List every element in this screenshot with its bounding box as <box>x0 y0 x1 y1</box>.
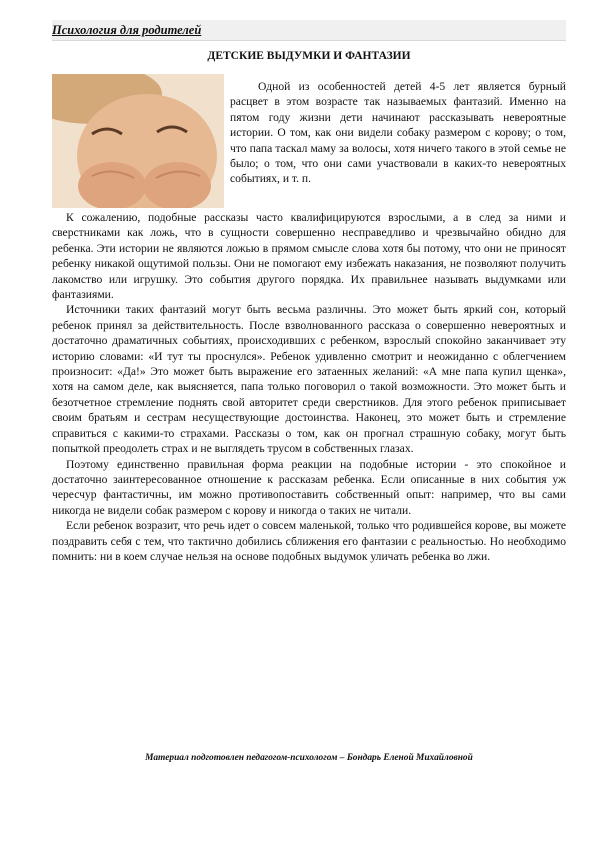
article-title: ДЕТСКИЕ ВЫДУМКИ И ФАНТАЗИИ <box>207 50 411 62</box>
paragraph-1: К сожалению, подобные рассказы часто квалифицируются взрослыми, а в след за ними и сверстниками как ложь, что в сущности совершенно несправедливо и чрезвычайно обидно для ребенка. Эти истории не являются ложью в прямом смысле слова хотя бы потому, что они не приносят ребенку никакой ощутимой пользы. Они не помогают ему избежать наказания, не позволяют получить лакомство или игрушку. Это события другого порядка. Их правильнее называть выдумками или фантазиями. <box>52 211 566 302</box>
author-credit: Материал подготовлен педагогом-психологом – Бондарь Еленой Михайловной <box>145 753 473 763</box>
paragraph-3: Поэтому единственно правильная форма реакции на подобные истории - это спокойное и достаточно заинтересованное отношение к рассказам ребенка. Если описанные в них события уж чересчур фантастичны, им можно противопоставить собственный опыт: например, что вы сами никогда не видели собак размером с корову и никогда о таких не читали. <box>52 457 566 517</box>
intro-paragraph: Одной из особенностей детей 4-5 лет является бурный расцвет в этом возрасте так называемых фантазий. Именно на пятом году жизни дети начинают рассказывать невероятные истории. О том, как они видели собаку размером с корову; о том, что папа таскал маму за волосы, хотя ничего такого в этой семье не было; о том, что они сами участвовали в каких-то невероятных событиях, и т. п. <box>230 80 566 186</box>
page-header <box>52 20 566 41</box>
paragraph-4: Если ребенок возразит, что речь идет о совсем маленькой, только что родившейся корове, вы можете поздравить себя с тем, что тактично добились сближения его фантазии с реальностью. Но необходимо помнить: ни в коем случае нельзя на основе подобных выдумок уличать ребенка во лжи. <box>52 519 566 563</box>
article-body <box>52 210 566 564</box>
paragraph-2: Источники таких фантазий могут быть весьма различны. Это может быть яркий сон, который ребенок принял за действительность. После взволнованного рассказа о совершенно невероятных и достаточно драматичных событиях, происходивших с ребенком, взрослый спокойно заканчивает эту историю словами: «И тут ты проснулся». Ребенок удивленно смотрит и неожиданно с облегчением произносит: «Да!» Это может быть выражение его затаенных желаний: «А мне папа купил щенка», хотя на самом деле, как выясняется, папа только поговорил о такой возможности. Это может быть и безотчетное стремление поднять свой авторитет среди сверстников. Для этого ребенок приписывает своим братьям и сестрам несуществующие достоинства. Наконец, это может быть и стремление справиться с какими-то страхами. Рассказы о том, как он прогнал страшную собаку, могут быть попыткой преодолеть страх и не выглядеть трусом в собственных глазах. <box>52 303 566 456</box>
section-label: Психология для родителей <box>52 23 202 37</box>
laughing-child-photo <box>52 74 224 208</box>
child-photo-illustration <box>52 74 224 208</box>
